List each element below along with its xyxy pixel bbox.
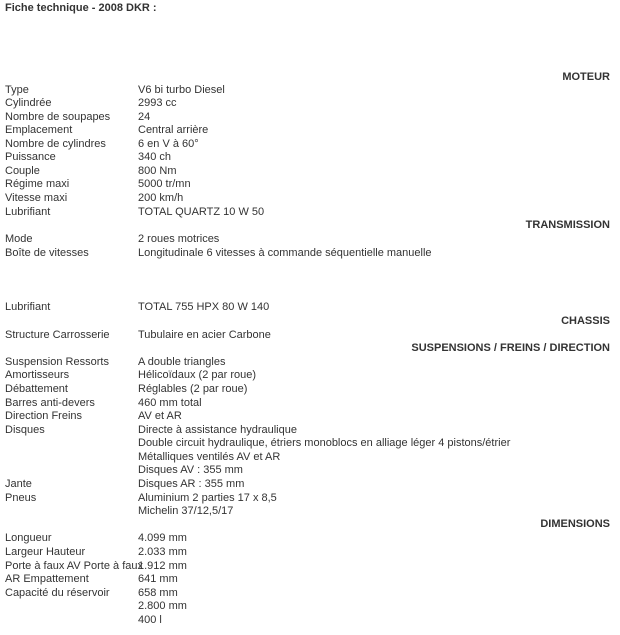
- spec-value-continuation: 2.800 mm: [138, 600, 187, 612]
- spec-label: Disques: [5, 424, 45, 436]
- spec-label: Boîte de vitesses: [5, 247, 89, 259]
- section-heading-suspensions: SUSPENSIONS / FREINS / DIRECTION: [411, 342, 610, 354]
- spec-label: Suspension Ressorts: [5, 356, 109, 368]
- spec-value: 2993 cc: [138, 97, 177, 109]
- spec-value: 6 en V à 60°: [138, 138, 199, 150]
- spec-label: Emplacement: [5, 124, 73, 136]
- section-heading-moteur: MOTEUR: [562, 71, 610, 83]
- spec-value: Hélicoïdaux (2 par roue): [138, 369, 257, 381]
- spec-value: 460 mm total: [138, 397, 202, 409]
- spec-value: 24: [138, 111, 151, 123]
- spec-label: AR Empattement: [5, 573, 89, 585]
- spec-label: Mode: [5, 233, 33, 245]
- spec-label: Couple: [5, 165, 40, 177]
- spec-value: 1.912 mm: [138, 560, 187, 572]
- spec-label: Débattement: [5, 383, 68, 395]
- spec-value: TOTAL QUARTZ 10 W 50: [138, 206, 265, 218]
- spec-value: A double triangles: [138, 356, 226, 368]
- section-heading-chassis: CHASSIS: [561, 315, 610, 327]
- spec-value-continuation: Disques AV : 355 mm: [138, 464, 243, 476]
- spec-value-continuation: Métalliques ventilés AV et AR: [138, 451, 281, 463]
- page-title: Fiche technique - 2008 DKR :: [5, 2, 157, 14]
- spec-value: AV et AR: [138, 410, 182, 422]
- spec-value: 641 mm: [138, 573, 178, 585]
- spec-value: Disques AR : 355 mm: [138, 478, 245, 490]
- spec-value: 4.099 mm: [138, 532, 187, 544]
- spec-label: Porte à faux AV Porte à faux: [5, 560, 143, 572]
- spec-value: V6 bi turbo Diesel: [138, 84, 225, 96]
- spec-value: 2 roues motrices: [138, 233, 220, 245]
- spec-label: Puissance: [5, 151, 56, 163]
- spec-label: Cylindrée: [5, 97, 52, 109]
- spec-value: Tubulaire en acier Carbone: [138, 329, 271, 341]
- spec-label: Nombre de soupapes: [5, 111, 111, 123]
- section-heading-transmission: TRANSMISSION: [525, 219, 610, 231]
- spec-label: Direction Freins: [5, 410, 83, 422]
- spec-label: Lubrifiant: [5, 206, 51, 218]
- spec-label: Type: [5, 84, 29, 96]
- spec-label: Largeur Hauteur: [5, 546, 86, 558]
- spec-label: Longueur: [5, 532, 52, 544]
- spec-value: TOTAL 755 HPX 80 W 140: [138, 301, 270, 313]
- spec-value: 800 Nm: [138, 165, 177, 177]
- spec-label: Amortisseurs: [5, 369, 70, 381]
- spec-value: 5000 tr/mn: [138, 178, 191, 190]
- spec-value: Central arrière: [138, 124, 209, 136]
- spec-value: Longitudinale 6 vitesses à commande séquentielle manuelle: [138, 247, 432, 259]
- spec-label: Lubrifiant: [5, 301, 51, 313]
- spec-value-continuation: 400 l: [138, 614, 162, 626]
- spec-label: Structure Carrosserie: [5, 329, 110, 341]
- spec-value-continuation: Double circuit hydraulique, étriers monoblocs en alliage léger 4 pistons/étrier: [138, 437, 511, 449]
- spec-value: Aluminium 2 parties 17 x 8,5: [138, 492, 277, 504]
- spec-label: Capacité du réservoir: [5, 587, 110, 599]
- spec-label: Nombre de cylindres: [5, 138, 106, 150]
- spec-label: Pneus: [5, 492, 37, 504]
- spec-value: 340 ch: [138, 151, 172, 163]
- spec-label: Barres anti-devers: [5, 397, 95, 409]
- spec-value: Réglables (2 par roue): [138, 383, 248, 395]
- section-heading-dimensions: DIMENSIONS: [540, 518, 610, 530]
- spec-value-continuation: Michelin 37/12,5/17: [138, 505, 234, 517]
- spec-value: Directe à assistance hydraulique: [138, 424, 297, 436]
- spec-label: Régime maxi: [5, 178, 70, 190]
- spec-label: Vitesse maxi: [5, 192, 68, 204]
- spec-value: 658 mm: [138, 587, 178, 599]
- spec-value: 200 km/h: [138, 192, 184, 204]
- spec-label: Jante: [5, 478, 32, 490]
- spec-value: 2.033 mm: [138, 546, 187, 558]
